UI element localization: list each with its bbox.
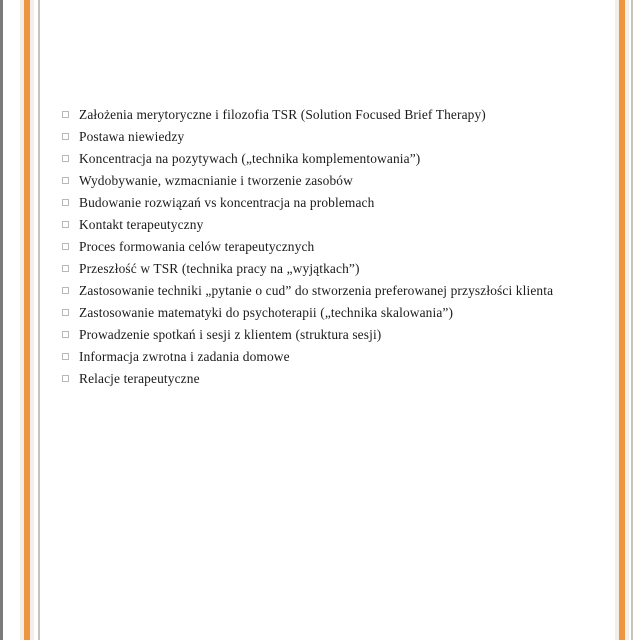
left-border-thin-gray-rule [38, 0, 40, 640]
list-item [52, 214, 608, 236]
empty-square-bullet-icon [62, 287, 69, 294]
left-border-orange-stripe [24, 0, 30, 640]
list-item-label: Prowadzenie spotkań i sesji z klientem (struktura sesji) [79, 327, 382, 342]
list-item-label: Proces formowania celów terapeutycznych [79, 239, 315, 254]
list-item [52, 170, 608, 192]
empty-square-bullet-icon [62, 177, 69, 184]
list-item [52, 104, 608, 126]
empty-square-bullet-icon [62, 111, 69, 118]
right-border-orange-stripe [619, 0, 625, 640]
list-item-label: Postawa niewiedzy [79, 129, 185, 144]
list-item-label: Relacje terapeutyczne [79, 371, 200, 386]
list-item-label: Informacja zwrotna i zadania domowe [79, 349, 290, 364]
empty-square-bullet-icon [62, 309, 69, 316]
empty-square-bullet-icon [62, 353, 69, 360]
empty-square-bullet-icon [62, 155, 69, 162]
left-border-gray-rule [0, 0, 3, 640]
list-item [52, 192, 608, 214]
list-item-label: Koncentracja na pozytywach („technika komplementowania”) [79, 151, 421, 166]
list-item [52, 280, 608, 302]
slide-content-body [52, 104, 608, 390]
list-item-label: Zastosowanie techniki „pytanie o cud” do stworzenia preferowanej przyszłości klienta [79, 283, 554, 298]
list-item-label: Zastosowanie matematyki do psychoterapii („technika skalowania”) [79, 305, 454, 320]
list-item [52, 302, 608, 324]
list-item-label: Wydobywanie, wzmacnianie i tworzenie zasobów [79, 173, 353, 188]
empty-square-bullet-icon [62, 243, 69, 250]
list-item [52, 368, 608, 390]
empty-square-bullet-icon [62, 221, 69, 228]
list-item [52, 148, 608, 170]
bullet-list [52, 104, 608, 390]
empty-square-bullet-icon [62, 331, 69, 338]
right-border-thin-gray-rule [631, 0, 633, 640]
list-item-label: Przeszłość w TSR (technika pracy na „wyjątkach”) [79, 261, 360, 276]
list-item-label: Kontakt terapeutyczny [79, 217, 204, 232]
empty-square-bullet-icon [62, 199, 69, 206]
empty-square-bullet-icon [62, 133, 69, 140]
list-item [52, 258, 608, 280]
list-item [52, 236, 608, 258]
list-item-label: Założenia merytoryczne i filozofia TSR (Solution Focused Brief Therapy) [79, 107, 486, 122]
list-item-label: Budowanie rozwiązań vs koncentracja na problemach [79, 195, 375, 210]
empty-square-bullet-icon [62, 265, 69, 272]
list-item [52, 346, 608, 368]
empty-square-bullet-icon [62, 375, 69, 382]
list-item [52, 324, 608, 346]
list-item [52, 126, 608, 148]
